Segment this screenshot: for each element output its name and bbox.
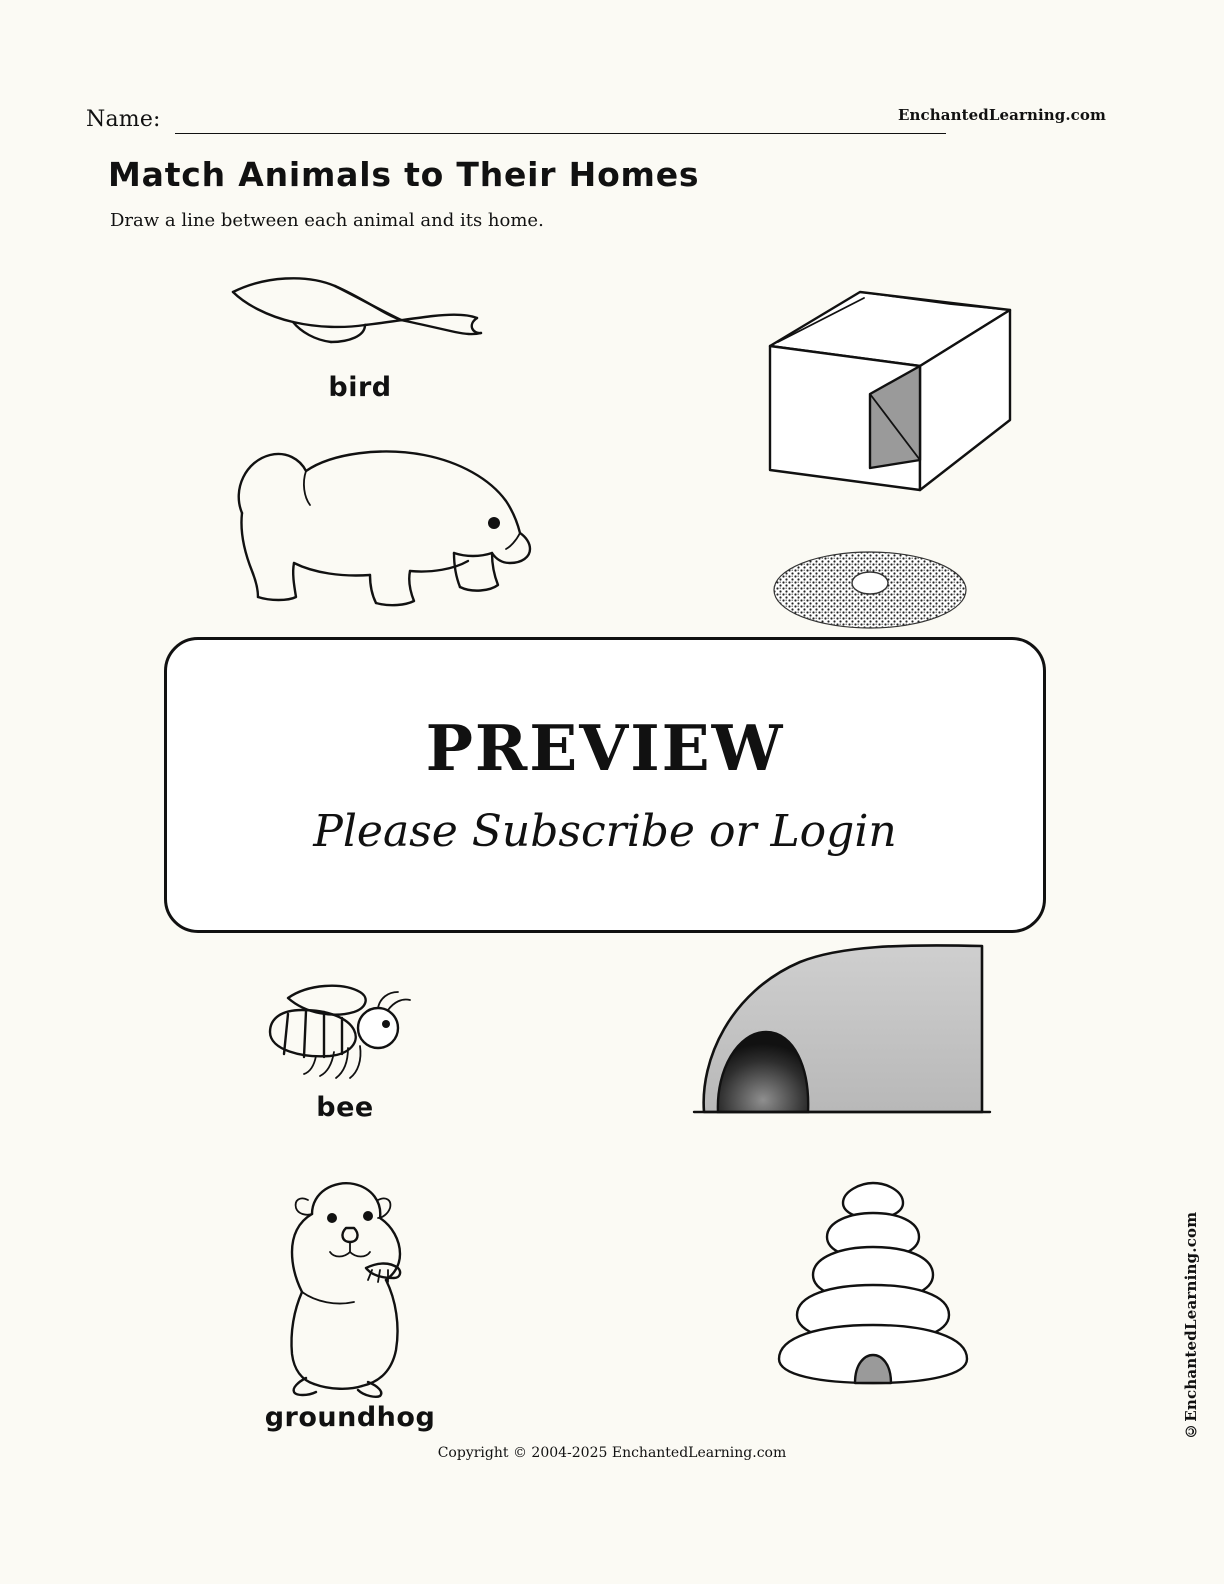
preview-overlay [164,637,1046,933]
item-label-bee: bee [316,1092,374,1123]
beehive-icon [755,1175,985,1395]
worksheet-item-cave[interactable] [690,940,1000,1130]
worksheet-item-beehive[interactable] [755,1175,985,1395]
preview-title: PREVIEW [425,710,785,785]
name-label: Name: [86,107,161,132]
instructions-text: Draw a line between each animal and its home. [110,210,544,231]
groundhog-icon [250,1170,450,1400]
worksheet-item-groundhog[interactable] [250,1170,450,1433]
item-label-groundhog: groundhog [264,1402,436,1433]
bee-icon [250,980,440,1090]
item-label-bird: bird [328,372,392,403]
footer-copyright: Copyright © 2004-2025 EnchantedLearning.com [437,1445,787,1461]
anthill-icon [770,545,970,635]
page-title: Match Animals to Their Homes [108,155,700,194]
preview-subscribe-message[interactable]: Please Subscribe or Login [313,805,897,857]
worksheet-item-bird[interactable] [215,270,505,403]
side-credit: ©EnchantedLearning.com [1182,1211,1200,1440]
worksheet-item-anthill[interactable] [770,545,970,635]
worksheet-item-birdhouse[interactable] [760,270,1020,500]
bird-icon [215,270,505,370]
site-brand: EnchantedLearning.com [897,106,1106,124]
worksheet-item-bear[interactable] [210,425,550,625]
name-field-row [86,100,946,134]
birdhouse-icon [760,270,1020,500]
worksheet-item-bee[interactable] [250,980,440,1123]
cave-icon [690,940,1000,1130]
bear-icon [210,425,550,625]
name-input-line[interactable] [175,107,946,134]
